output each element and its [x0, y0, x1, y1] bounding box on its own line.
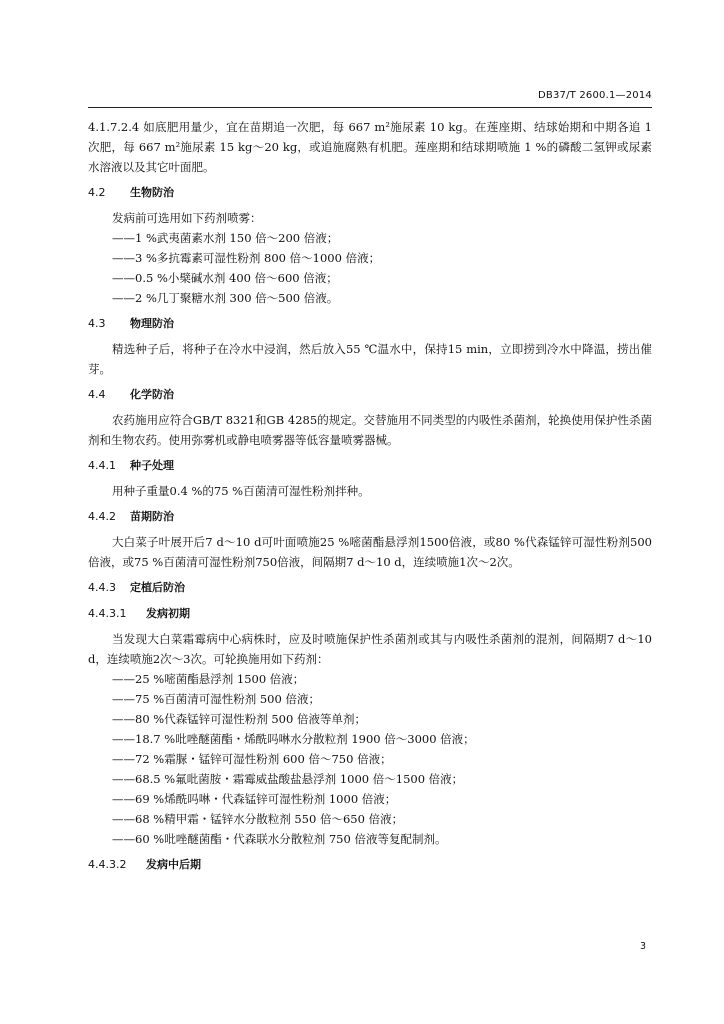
heading-number: 4.2 — [88, 186, 106, 199]
list-item: ——60 %吡唑醚菌酯・代森联水分散粒剂 750 倍液等复配制剂。 — [112, 832, 447, 846]
heading-4-2 — [88, 183, 652, 203]
heading-number: 4.4.1 — [88, 459, 116, 472]
header-rule — [88, 107, 652, 108]
list-item: ——25 %嘧菌酯悬浮剂 1500 倍液； — [112, 672, 305, 686]
page-number: 3 — [639, 941, 646, 952]
heading-4-3 — [88, 314, 652, 334]
paragraph-4-2-intro: 发病前可选用如下药剂喷雾： — [112, 211, 262, 225]
heading-4-4 — [88, 385, 652, 405]
heading-number: 4.3 — [88, 317, 106, 330]
list-item: ——18.7 %吡唑醚菌酯・烯酰吗啉水分散粒剂 1900 倍～3000 倍液； — [112, 732, 475, 746]
list-item: ——80 %代森锰锌可湿性粉剂 500 倍液等单剂； — [112, 712, 366, 726]
heading-4-4-3 — [88, 578, 652, 598]
heading-4-4-1 — [88, 456, 652, 476]
list-item: ——68.5 %氟吡菌胺・霜霉威盐酸盐悬浮剂 1000 倍～1500 倍液； — [112, 772, 464, 786]
paragraph-4-4-2: 大白菜子叶展开后7 d～10 d可叶面喷施25 %嘧菌酯悬浮剂1500倍液，或80 %代森锰锌可湿性粉剂500倍液，或75 %百菌清可湿性粉剂750倍液，间隔期7 d～10 d，连续喷施1次～2次。 — [88, 535, 652, 569]
heading-number: 4.4.3.2 — [88, 858, 127, 871]
clause-4-1-7-2-4: 4.1.7.2.4 如底肥用量少，宜在苗期追一次肥，每 667 m²施尿素 10 kg。在莲座期、结球始期和中期各追 1 次肥，每 667 m²施尿素 15 kg～20 kg，或追施腐熟有机肥。莲座期和结球期喷施 1 %的磷酸二氢钾或尿素水溶液以及其它叶面肥。 — [88, 120, 652, 174]
heading-4-4-3-1 — [88, 604, 652, 624]
list-4-2 — [88, 228, 652, 308]
heading-number: 4.4.3.1 — [88, 607, 127, 620]
heading-number: 4.4.3 — [88, 581, 116, 594]
heading-4-4-3-2 — [88, 855, 652, 875]
heading-4-4-2 — [88, 507, 652, 527]
heading-number: 4.4 — [88, 388, 106, 401]
heading-title: 生物防治 — [130, 186, 174, 199]
heading-title: 定植后防治 — [130, 581, 185, 594]
list-item: ——69 %烯酰吗啉・代森锰锌可湿性粉剂 1000 倍液； — [112, 792, 397, 806]
heading-title: 苗期防治 — [130, 510, 174, 523]
document-body — [88, 117, 652, 880]
list-item: ——2 %几丁聚糖水剂 300 倍～500 倍液。 — [112, 291, 339, 305]
list-item: ——72 %霜脲・锰锌可湿性粉剂 600 倍～750 倍液； — [112, 752, 392, 766]
heading-title: 发病初期 — [146, 607, 190, 620]
list-item: ——68 %精甲霜・锰锌水分散粒剂 550 倍～650 倍液； — [112, 812, 404, 826]
paragraph-4-4: 农药施用应符合GB/T 8321和GB 4285的规定。交替施用不同类型的内吸性杀菌剂，轮换使用保护性杀菌剂和生物农药。使用弥雾机或静电喷雾器等低容量喷雾器械。 — [88, 413, 652, 447]
heading-number: 4.4.2 — [88, 510, 116, 523]
heading-title: 发病中后期 — [146, 858, 201, 871]
list-item: ——75 %百菌清可湿性粉剂 500 倍液； — [112, 692, 320, 706]
paragraph-4-3: 精选种子后，将种子在冷水中浸润，然后放入55 ℃温水中，保持15 min，立即捞到冷水中降温，捞出催芽。 — [88, 342, 652, 376]
list-item: ——3 %多抗霉素可湿性粉剂 800 倍～1000 倍液； — [112, 251, 381, 265]
heading-title: 物理防治 — [130, 317, 174, 330]
list-item: ——0.5 %小檗碱水剂 400 倍～600 倍液； — [112, 271, 338, 285]
paragraph-4-4-1: 用种子重量0.4 %的75 %百菌清可湿性粉剂拌种。 — [112, 484, 370, 498]
heading-title: 种子处理 — [130, 459, 174, 472]
list-4-4-3-1 — [88, 669, 652, 849]
paragraph-4-4-3-1: 当发现大白菜霜霉病中心病株时，应及时喷施保护性杀菌剂或其与内吸性杀菌剂的混剂，间隔期7 d～10 d，连续喷施2次～3次。可轮换施用如下药剂： — [88, 632, 652, 666]
list-item: ——1 %武夷菌素水剂 150 倍～200 倍液； — [112, 231, 339, 245]
standard-number: DB37/T 2600.1—2014 — [538, 90, 652, 101]
heading-title: 化学防治 — [130, 388, 174, 401]
